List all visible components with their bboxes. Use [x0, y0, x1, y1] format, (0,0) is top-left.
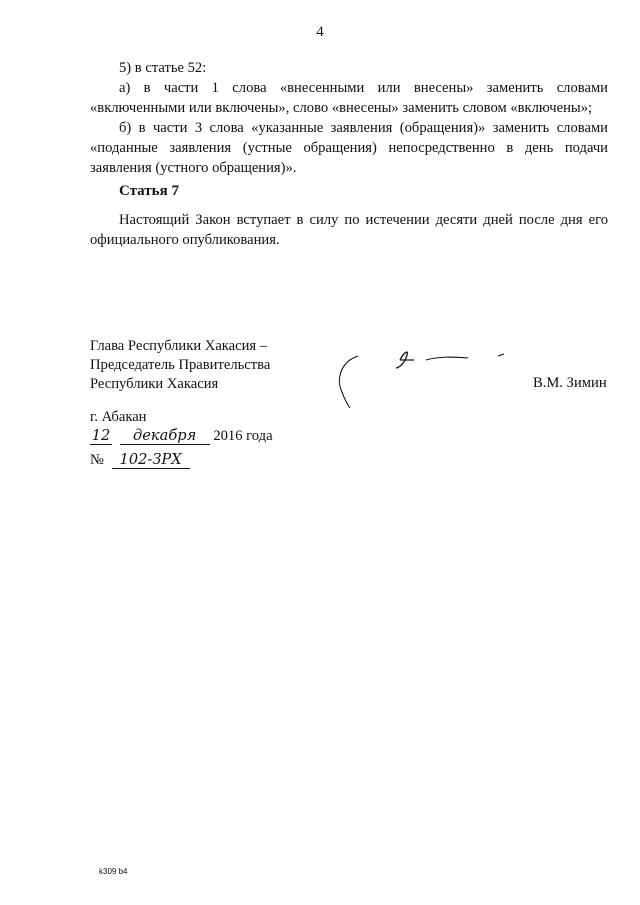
handwritten-month: декабря	[120, 427, 210, 445]
item-intro: 5) в статье 52:	[119, 60, 207, 76]
article-7-body	[90, 210, 608, 250]
signing-date	[90, 427, 273, 445]
signatory-title-line-1: Глава Республики Хакасия –	[90, 338, 268, 354]
footer-code: k309 b4	[99, 867, 128, 876]
page-number: 4	[316, 24, 324, 40]
number-sign: №	[90, 452, 104, 468]
article-7-text: Настоящий Закон вступает в силу по истечении десяти дней после дня его официального опубликования.	[90, 212, 608, 248]
item-b: б) в части 3 слова «указанные заявления (обращения)» заменить словами «поданные заявления (устные обращения) непосредственно в день подачи заявления (устного обращения)».	[90, 120, 608, 176]
signatory-title-line-2: Председатель Правительства	[90, 357, 271, 373]
amendments-section	[90, 58, 608, 178]
item-a: а) в части 1 слова «внесенными или внесены» заменить словами «включенными или включены», слово «внесены» заменить словом «включены»;	[90, 80, 608, 116]
year-text: 2016 года	[213, 428, 273, 444]
handwritten-day: 12	[91, 427, 111, 444]
signatory-name: В.М. Зимин	[533, 375, 607, 391]
handwritten-law-number: 102-ЗРХ	[112, 451, 190, 469]
signatory-title-line-3: Республики Хакасия	[90, 376, 219, 392]
handwritten-signature	[330, 340, 520, 410]
place-of-signing: г. Абакан	[90, 409, 147, 425]
law-number	[90, 451, 190, 469]
signatory-title	[90, 337, 270, 394]
article-7-heading: Статья 7	[119, 183, 179, 199]
